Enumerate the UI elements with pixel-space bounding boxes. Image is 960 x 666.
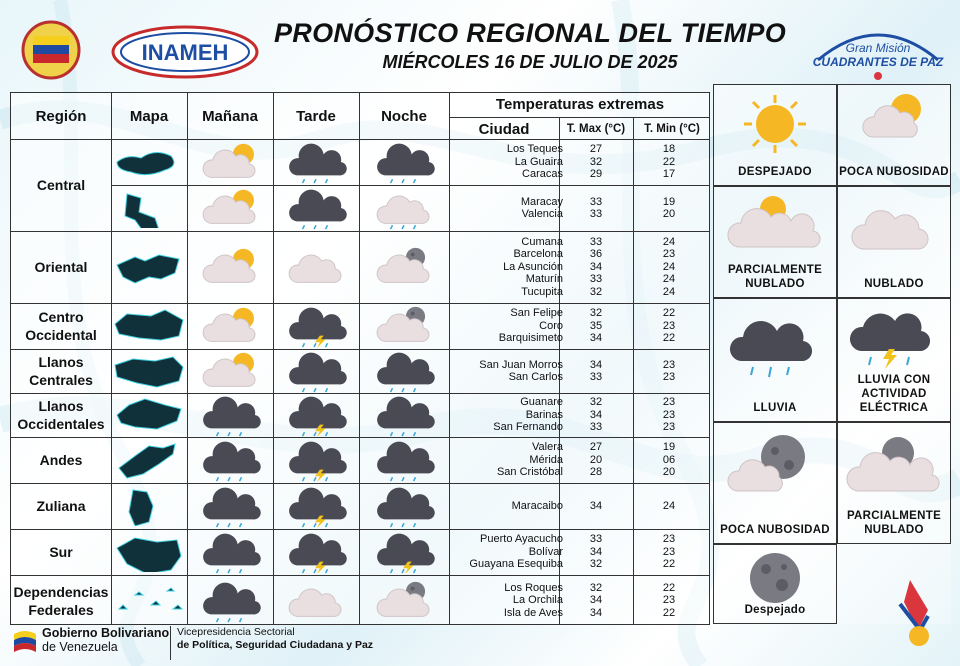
dark-cloud-rain-icon <box>195 529 265 575</box>
partly-cloudy-moon-icon <box>369 244 439 290</box>
tmax-list <box>566 196 626 221</box>
light-cloud-rain-icon <box>369 185 439 231</box>
city-list <box>451 441 563 479</box>
region-map <box>113 581 185 621</box>
region-map <box>113 188 185 228</box>
city-name: Valera <box>532 441 563 454</box>
dark-cloud-rain-icon <box>369 348 439 394</box>
city-name: Maracay <box>520 195 563 208</box>
partly-cloudy-sun-icon <box>195 303 265 349</box>
partly-cloudy-moon-icon <box>727 431 823 497</box>
tmax-value: 32 <box>589 155 603 168</box>
partly-cloudy-moon-icon <box>846 433 942 497</box>
dark-cloud-rain-icon <box>281 348 351 394</box>
legend-noche-poca: POCA NUBOSIDAD <box>713 422 837 544</box>
tmax-value: 29 <box>589 168 603 181</box>
legend-noche-parcial: PARCIALMENTE NUBLADO <box>837 422 951 544</box>
tmax-list <box>566 307 626 345</box>
tmin-list <box>639 533 699 571</box>
tmin-value: 22 <box>662 155 676 168</box>
tmax-list <box>566 143 626 181</box>
partly-cloudy-sun-icon <box>195 139 265 185</box>
header-temps: Temperaturas extremas <box>495 96 665 113</box>
header-manana: Mañana <box>202 108 258 125</box>
tmin-list <box>639 500 699 513</box>
light-cloud-icon <box>281 578 351 624</box>
gobierno-logo: Gobierno Bolivariano de Venezuela <box>12 626 172 662</box>
header-ciudad: Ciudad <box>478 121 530 138</box>
tmin-value: 20 <box>662 208 676 220</box>
tmin-list <box>639 359 699 384</box>
region-map <box>113 351 185 391</box>
tmin-value: 23 <box>662 396 676 409</box>
tmin-value: 24 <box>662 260 676 273</box>
legend-nublado: NUBLADO <box>837 186 951 298</box>
svg-text:Gran Misión: Gran Misión <box>845 41 911 55</box>
region-map <box>113 486 185 526</box>
tmin-value: 22 <box>662 558 676 571</box>
dark-cloud-rain-icon <box>369 483 439 529</box>
tmax-value: 27 <box>589 143 603 156</box>
city-name: Maracaibo <box>511 499 563 512</box>
region-map <box>113 306 185 346</box>
region-label: Centro Occidental <box>25 309 97 343</box>
city-list <box>451 500 563 513</box>
legend-despejado: DESPEJADO <box>713 84 837 186</box>
tmin-list <box>639 582 699 620</box>
tmax-value: 33 <box>589 195 603 208</box>
tmin-list <box>639 236 699 299</box>
tmax-value: 32 <box>589 581 603 594</box>
tmax-value: 32 <box>589 285 603 298</box>
light-cloud-icon <box>849 201 939 255</box>
partly-cloudy-sun-icon <box>854 89 934 147</box>
tmax-value: 20 <box>589 453 603 466</box>
tmin-value: 19 <box>662 195 676 208</box>
header-region: Región <box>35 108 87 125</box>
tmax-value: 33 <box>589 235 603 248</box>
city-list <box>451 396 563 434</box>
dark-cloud-rain-icon <box>369 139 439 185</box>
region-label: Andes <box>39 452 83 468</box>
legend-lluvia-electrica: LLUVIA CON ACTIVIDAD ELÉCTRICA <box>837 298 951 422</box>
tmin-list <box>639 196 699 221</box>
tmax-value: 34 <box>589 594 603 607</box>
inameh-logo <box>110 24 260 80</box>
city-list <box>451 582 563 620</box>
tmin-value: 17 <box>662 168 676 181</box>
region-label: Central <box>36 177 86 193</box>
dark-cloud-rain-icon <box>369 437 439 483</box>
tmax-value: 27 <box>589 441 603 454</box>
tmax-list <box>566 582 626 620</box>
tmin-value: 23 <box>662 248 676 261</box>
region-label: Llanos Centrales <box>29 354 93 388</box>
tmax-value: 34 <box>589 332 603 345</box>
city-name: San Juan Morros <box>479 358 563 371</box>
city-name: Bolívar <box>528 545 563 558</box>
tmin-list <box>639 143 699 181</box>
flag-icon <box>12 628 38 656</box>
partly-cloudy-sun-icon <box>195 348 265 394</box>
city-name: San Fernando <box>493 421 563 434</box>
city-name: Isla de Aves <box>503 606 563 619</box>
page-title: PRONÓSTICO REGIONAL DEL TIEMPO <box>273 18 787 48</box>
region-label: Zuliana <box>36 498 86 514</box>
tmax-value: 33 <box>589 533 603 546</box>
city-name: Tucupita <box>521 285 563 298</box>
header-tarde: Tarde <box>296 108 336 125</box>
legend-lluvia: LLUVIA <box>713 298 837 422</box>
tmax-list <box>566 396 626 434</box>
tmin-list <box>639 441 699 479</box>
light-cloud-icon <box>281 244 351 290</box>
city-list <box>451 307 563 345</box>
dark-cloud-rain-icon <box>195 483 265 529</box>
storm-cloud-icon <box>849 305 939 373</box>
header-tmax: T. Max (°C) <box>566 123 626 135</box>
moon-icon <box>746 551 804 605</box>
region-map <box>113 532 185 572</box>
tmax-value: 33 <box>589 371 603 383</box>
storm-cloud-icon <box>281 483 351 529</box>
tmax-value: 34 <box>589 408 603 421</box>
region-label: Dependencias Federales <box>13 583 109 618</box>
bicentenary-logo <box>890 574 948 660</box>
tmax-value: 33 <box>589 208 603 220</box>
region-map <box>113 440 185 480</box>
tmax-value: 34 <box>589 499 603 512</box>
partly-cloudy-moon-icon <box>369 303 439 349</box>
tmax-value: 36 <box>589 248 603 261</box>
region-label: Llanos Occidentales <box>17 398 105 432</box>
tmin-value: 23 <box>662 371 676 383</box>
tmax-value: 35 <box>589 319 603 332</box>
city-name: Caracas <box>522 168 563 181</box>
city-list <box>451 533 563 571</box>
tmin-list <box>639 396 699 434</box>
city-list <box>451 236 563 299</box>
tmax-list <box>566 236 626 299</box>
city-name: Maturín <box>525 273 563 286</box>
region-map <box>113 395 185 435</box>
header-mapa: Mapa <box>129 108 169 125</box>
tmax-value: 32 <box>589 307 603 320</box>
city-name: Mérida <box>529 453 563 466</box>
tmax-list <box>566 500 626 513</box>
city-name: Barcelona <box>513 248 563 261</box>
tmin-value: 22 <box>662 606 676 619</box>
sun-icon <box>740 93 810 155</box>
svg-text:INAMEH: INAMEH <box>141 40 229 65</box>
storm-cloud-icon <box>281 529 351 575</box>
tmin-list <box>639 307 699 345</box>
city-name: La Asunción <box>503 260 563 273</box>
city-list <box>451 359 563 384</box>
dark-cloud-rain-icon <box>727 311 823 385</box>
partly-cloudy-moon-icon <box>369 578 439 624</box>
legend-noche-despejado: Despejado <box>713 544 837 624</box>
storm-cloud-icon <box>281 303 351 349</box>
tmin-value: 06 <box>662 453 676 466</box>
tmax-value: 34 <box>589 260 603 273</box>
city-name: Barinas <box>525 408 563 421</box>
region-label: Sur <box>49 544 73 560</box>
tmin-value: 23 <box>662 319 676 332</box>
city-name: La Guaira <box>514 155 563 168</box>
region-label: Oriental <box>34 259 88 275</box>
city-name: Coro <box>539 319 563 332</box>
city-name: Los Teques <box>506 143 563 156</box>
tmin-value: 23 <box>662 358 676 371</box>
tmin-value: 23 <box>662 421 676 434</box>
page-date: MIÉRCOLES 16 DE JULIO DE 2025 <box>382 52 678 72</box>
city-list <box>451 143 563 181</box>
city-name: La Orchila <box>512 594 563 607</box>
tmax-value: 32 <box>589 558 603 571</box>
partly-cloudy-sun-icon <box>195 244 265 290</box>
city-name: Puerto Ayacucho <box>480 533 563 546</box>
tmax-value: 33 <box>589 273 603 286</box>
tmax-list <box>566 359 626 384</box>
tmin-value: 19 <box>662 441 676 454</box>
tmin-value: 22 <box>662 332 676 345</box>
tmax-value: 34 <box>589 545 603 558</box>
region-map <box>113 142 185 182</box>
tmin-value: 24 <box>662 285 676 298</box>
tmax-list <box>566 441 626 479</box>
city-list <box>451 196 563 221</box>
vicepresidencia-logo: Vicepresidencia Sectorial de Política, Seguridad Ciudadana y Paz <box>170 626 373 660</box>
city-name: Los Roques <box>504 581 563 594</box>
tmin-value: 20 <box>662 466 676 479</box>
storm-cloud-icon <box>281 392 351 438</box>
tmin-value: 23 <box>662 408 676 421</box>
city-name: San Cristóbal <box>496 466 563 479</box>
dark-cloud-rain-icon <box>195 437 265 483</box>
dark-cloud-rain-icon <box>195 392 265 438</box>
dark-cloud-rain-icon <box>281 185 351 231</box>
government-seal-logo <box>16 20 86 80</box>
region-map <box>113 247 185 287</box>
dark-cloud-rain-icon <box>195 578 265 624</box>
dark-cloud-rain-icon <box>369 392 439 438</box>
tmin-value: 24 <box>662 499 676 512</box>
storm-cloud-icon <box>281 437 351 483</box>
partly-cloudy-sun-icon <box>725 191 825 253</box>
tmax-value: 33 <box>589 421 603 434</box>
city-name: Barquisimeto <box>498 332 563 345</box>
dark-cloud-rain-icon <box>281 139 351 185</box>
legend-poca-nubosidad: POCA NUBOSIDAD <box>837 84 951 186</box>
header-tmin: T. Min (°C) <box>644 123 700 135</box>
city-name: Guayana Esequiba <box>469 558 563 571</box>
tmin-value: 24 <box>662 273 676 286</box>
city-name: San Carlos <box>508 371 563 383</box>
city-name: San Felipe <box>510 307 563 320</box>
tmin-value: 23 <box>662 594 676 607</box>
tmin-value: 23 <box>662 545 676 558</box>
partly-cloudy-sun-icon <box>195 185 265 231</box>
tmin-value: 22 <box>662 581 676 594</box>
tmax-value: 32 <box>589 396 603 409</box>
tmax-value: 34 <box>589 606 603 619</box>
storm-cloud-icon <box>369 529 439 575</box>
tmin-value: 18 <box>662 143 676 156</box>
svg-text:CUADRANTES DE PAZ: CUADRANTES DE PAZ <box>812 55 944 69</box>
tmin-value: 24 <box>662 235 676 248</box>
tmin-value: 22 <box>662 307 676 320</box>
city-name: Guanare <box>520 396 563 409</box>
forecast-table <box>10 92 710 625</box>
legend-panel <box>713 84 951 624</box>
city-name: Valencia <box>521 208 563 220</box>
legend-parcialmente-nublado: PARCIALMENTE NUBLADO <box>713 186 837 298</box>
tmax-list <box>566 533 626 571</box>
gran-mision-logo <box>808 20 948 82</box>
tmax-value: 34 <box>589 358 603 371</box>
tmin-value: 23 <box>662 533 676 546</box>
tmax-value: 28 <box>589 466 603 479</box>
header-noche: Noche <box>381 108 427 125</box>
city-name: Cumana <box>521 235 563 248</box>
